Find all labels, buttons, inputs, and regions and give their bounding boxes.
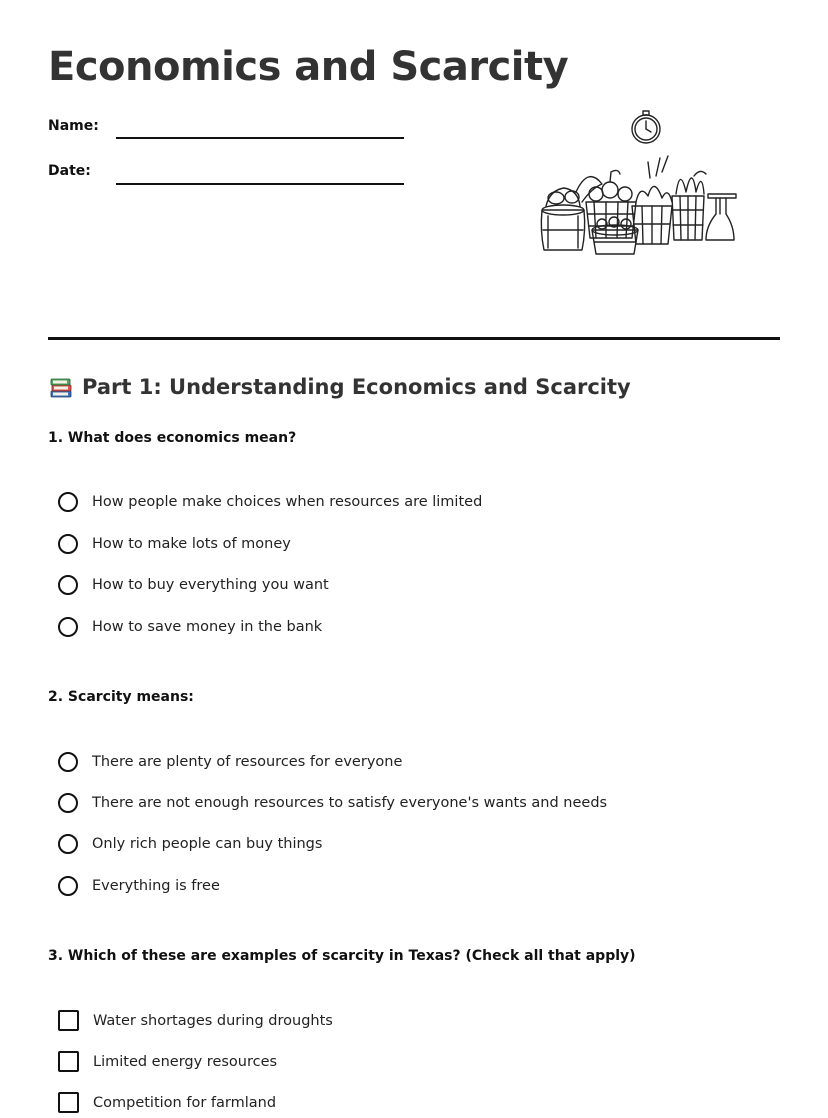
date-label: Date:: [48, 163, 91, 179]
page-title: Economics and Scarcity: [48, 44, 569, 90]
q3-option-2[interactable]: [58, 1051, 277, 1072]
option-label: How people make choices when resources are limited: [92, 494, 483, 510]
q3-option-3[interactable]: [58, 1092, 276, 1113]
stopwatch-icon: [632, 111, 660, 143]
part1-heading-text: Part 1: Understanding Economics and Scarcity: [82, 375, 631, 399]
option-label: Competition for farmland: [93, 1094, 277, 1111]
option-label: How to buy everything you want: [92, 577, 329, 593]
q1-option-2[interactable]: [58, 534, 291, 554]
q2-option-2[interactable]: [58, 793, 607, 813]
radio-button[interactable]: [58, 876, 78, 896]
date-field[interactable]: [116, 183, 404, 185]
option-label: How to save money in the bank: [92, 619, 323, 635]
option-label: There are plenty of resources for everyone: [92, 754, 403, 770]
q3-option-1[interactable]: [58, 1010, 333, 1031]
name-field[interactable]: [116, 137, 404, 139]
option-label: How to make lots of money: [92, 536, 291, 552]
radio-button[interactable]: [58, 534, 78, 554]
q1-option-1[interactable]: [58, 492, 482, 512]
option-label: There are not enough resources to satisfy everyone's wants and needs: [92, 795, 608, 811]
radio-button[interactable]: [58, 492, 78, 512]
radio-button[interactable]: [58, 575, 78, 595]
checkbox[interactable]: [58, 1010, 79, 1031]
option-label: Limited energy resources: [93, 1053, 278, 1070]
option-label: Water shortages during droughts: [93, 1012, 333, 1029]
q1-option-3[interactable]: [58, 575, 329, 595]
option-label: Only rich people can buy things: [92, 836, 323, 852]
option-label: Everything is free: [92, 878, 220, 894]
question-1: 1. What does economics mean?: [48, 430, 297, 446]
q2-option-4[interactable]: [58, 876, 220, 896]
q2-option-3[interactable]: [58, 834, 322, 854]
section-divider: [48, 337, 780, 340]
name-label: Name:: [48, 118, 99, 134]
question-3: 3. Which of these are examples of scarcity in Texas? (Check all that apply): [48, 948, 636, 964]
radio-button[interactable]: [58, 617, 78, 637]
radio-button[interactable]: [58, 834, 78, 854]
q1-option-4[interactable]: [58, 617, 322, 637]
radio-button[interactable]: [58, 793, 78, 813]
books-icon: [48, 374, 74, 400]
radio-button[interactable]: [58, 752, 78, 772]
part1-heading: [48, 374, 631, 400]
question-2: 2. Scarcity means:: [48, 689, 194, 705]
q2-option-1[interactable]: [58, 752, 402, 772]
checkbox[interactable]: [58, 1092, 79, 1113]
market-baskets-illustration: [536, 106, 744, 258]
checkbox[interactable]: [58, 1051, 79, 1072]
